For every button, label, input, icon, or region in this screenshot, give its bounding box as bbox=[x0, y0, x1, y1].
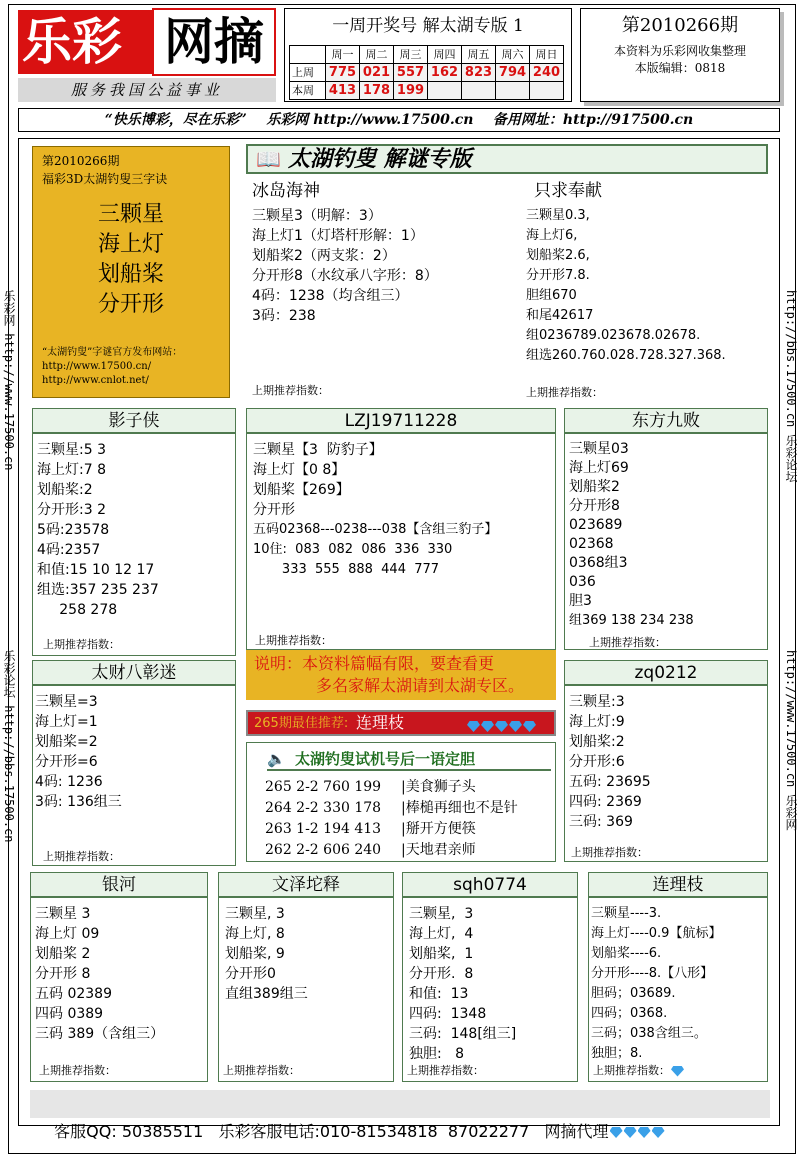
poster-url[interactable]: http://www.17500.cn/ bbox=[42, 361, 152, 372]
line: 四码；0368. bbox=[591, 1006, 668, 1021]
index-label: 上期推荐指数： bbox=[223, 1064, 300, 1077]
poster-url[interactable]: http://www.cnlot.net/ bbox=[42, 375, 149, 386]
gem-icon bbox=[652, 1127, 665, 1138]
side-left-top[interactable]: 乐彩网 http://www.17500.cn bbox=[2, 290, 16, 471]
line: 五码: 23695 bbox=[569, 774, 651, 790]
draw-table bbox=[289, 45, 564, 100]
line: 3码：238 bbox=[252, 308, 316, 324]
line: 划船桨:2 bbox=[37, 482, 93, 498]
box-taicai bbox=[32, 686, 236, 866]
phrase-row bbox=[265, 777, 555, 798]
line: 海上灯69 bbox=[569, 460, 629, 476]
line: 五码02368---0238---038【含组三豹子】 bbox=[253, 522, 498, 537]
draw-value: 794 bbox=[496, 64, 530, 82]
phrase-data: 263 1-2 194 413 bbox=[265, 821, 382, 837]
line: 三颗星, 3 bbox=[225, 906, 285, 922]
line: 三颗星3（明解：3） bbox=[252, 208, 382, 224]
poster-line: 三颗星 bbox=[97, 202, 164, 227]
index-label: 上期推荐指数： bbox=[39, 1064, 116, 1077]
draw-value: 199 bbox=[394, 82, 428, 100]
line: 333 555 888 444 777 bbox=[253, 562, 440, 577]
line: 海上灯 09 bbox=[35, 926, 100, 942]
phrase-box bbox=[246, 742, 556, 862]
poster-site-note: “太湖钓叟”字谜官方发布网站： bbox=[42, 347, 183, 358]
line: 海上灯:9 bbox=[569, 714, 625, 730]
issue-number: 第2010266期 bbox=[621, 15, 739, 36]
index-label: 上期推荐指数： bbox=[526, 386, 603, 399]
line: 划船桨2 bbox=[569, 479, 620, 495]
line: 划船桨:2 bbox=[569, 734, 625, 750]
box-yingzixia bbox=[32, 434, 236, 656]
index-label: 上期推荐指数： bbox=[252, 384, 329, 397]
line: 分开形:3 2 bbox=[37, 502, 106, 518]
draw-value bbox=[496, 82, 530, 100]
gem-icon bbox=[509, 721, 522, 732]
draw-title: 一周开奖号 解太湖专版 1 bbox=[332, 16, 524, 36]
phrase-data: 264 2-2 330 178 bbox=[265, 800, 382, 816]
draw-value: 775 bbox=[326, 64, 360, 82]
phrase-data: 265 2-2 760 199 bbox=[265, 779, 382, 795]
book-icon: 📖 bbox=[256, 147, 281, 171]
row-label: 本周 bbox=[290, 82, 326, 100]
line: 划船桨2（两支浆：2） bbox=[252, 248, 396, 264]
poster-line: 海上灯 bbox=[97, 232, 164, 257]
gem-icon bbox=[610, 1127, 623, 1138]
gem-icon bbox=[481, 721, 494, 732]
line: 分开形8 bbox=[569, 498, 620, 514]
index-label bbox=[593, 1064, 684, 1078]
side-left-bottom[interactable]: 乐彩论坛 http://bbs.17500.cn bbox=[2, 650, 16, 843]
poster-line: 划船桨 bbox=[97, 262, 164, 287]
line: 划船桨=2 bbox=[35, 734, 98, 750]
day-7: 周日 bbox=[530, 46, 564, 64]
best-name: 连理枝 bbox=[356, 713, 405, 732]
line: 海上灯6, bbox=[526, 228, 578, 243]
issue-note: 本资料为乐彩网收集整理 bbox=[613, 44, 746, 58]
line: 三颗星=3 bbox=[35, 694, 98, 710]
line: 和值:15 10 12 17 bbox=[37, 562, 155, 578]
box-title: 影子侠 bbox=[32, 408, 236, 434]
day-2: 周二 bbox=[360, 46, 394, 64]
gem-icon bbox=[671, 1066, 684, 1077]
line: 组选260.760.028.728.327.368. bbox=[526, 348, 726, 363]
box-dongfang bbox=[564, 434, 768, 650]
line: 和尾42617 bbox=[526, 308, 594, 323]
gem-icon bbox=[467, 721, 480, 732]
line: 三颗星【3 防豹子】 bbox=[253, 442, 383, 458]
footer-text: 客服QQ: 50385511 乐彩客服电话:010-81534818 87022277 网摘代理 bbox=[54, 1122, 609, 1141]
draw-corner bbox=[290, 46, 326, 64]
phrase-row bbox=[265, 840, 555, 861]
day-1: 周一 bbox=[326, 46, 360, 64]
expert-name: 只求奉献 bbox=[534, 181, 602, 201]
line: 划船桨 2 bbox=[35, 946, 91, 962]
gem-icon bbox=[638, 1127, 651, 1138]
draw-value bbox=[530, 82, 564, 100]
phrase-title bbox=[267, 747, 551, 771]
draw-box bbox=[284, 8, 572, 102]
line: 分开形 8 bbox=[35, 966, 91, 982]
side-right-bottom[interactable]: http://www.17500.cn 乐彩网 bbox=[784, 650, 798, 831]
phrase-row bbox=[265, 798, 555, 819]
draw-value: 021 bbox=[360, 64, 394, 82]
line: 10住: 083 082 086 336 330 bbox=[253, 542, 453, 557]
side-right-top[interactable]: http://bbs.17500.cn 乐彩论坛 bbox=[784, 290, 798, 483]
line: 胆码；03689. bbox=[591, 986, 676, 1001]
box-title: sqh0774 bbox=[402, 872, 578, 898]
line: 分开形 bbox=[253, 502, 295, 518]
index-label: 上期推荐指数： bbox=[43, 638, 120, 651]
line: 海上灯, 4 bbox=[409, 926, 474, 942]
top-right-block bbox=[526, 178, 776, 400]
index-label: 上期推荐指数： bbox=[571, 846, 648, 859]
phrase-text: |掰开方便筷 bbox=[401, 821, 476, 837]
line: 分开形0 bbox=[225, 966, 276, 982]
line: 三颗星 3 bbox=[35, 906, 91, 922]
line: 分开形:6 bbox=[569, 754, 625, 770]
logo-part1: 乐彩 bbox=[22, 13, 122, 71]
draw-value: 240 bbox=[530, 64, 564, 82]
line: 分开形. 8 bbox=[409, 966, 474, 982]
box-title: 东方九败 bbox=[564, 408, 768, 434]
line: 组369 138 234 238 bbox=[569, 613, 694, 628]
poster-content bbox=[42, 152, 220, 392]
line: 和值: 13 bbox=[409, 986, 469, 1002]
draw-value: 178 bbox=[360, 82, 394, 100]
line: 海上灯----0.9【航标】 bbox=[591, 926, 722, 941]
line: 三颗星03 bbox=[569, 441, 629, 457]
line: 分开形8（水纹承八字形：8） bbox=[252, 268, 438, 284]
box-title: 连理枝 bbox=[588, 872, 768, 898]
line: 胆组670 bbox=[526, 288, 577, 303]
notice bbox=[246, 650, 556, 700]
box-lzj bbox=[246, 434, 556, 650]
line: 独胆；8. bbox=[591, 1046, 643, 1061]
draw-value: 557 bbox=[394, 64, 428, 82]
speaker-icon: 🔈 bbox=[267, 750, 286, 768]
line: 海上灯, 8 bbox=[225, 926, 285, 942]
main-title-text: 太湖钓叟 解谜专版 bbox=[288, 146, 472, 172]
expert-name: 冰岛海神 bbox=[252, 181, 320, 201]
line: 02368 bbox=[569, 536, 614, 552]
line: 三颗星0.3, bbox=[526, 208, 590, 223]
index-label: 上期推荐指数： bbox=[589, 636, 666, 649]
logo-part2: 网摘 bbox=[152, 8, 276, 76]
issue-editor: 本版编辑：0818 bbox=[634, 61, 726, 75]
index-label: 上期推荐指数： bbox=[255, 634, 332, 647]
draw-value bbox=[462, 82, 496, 100]
line: 胆3 bbox=[569, 593, 592, 609]
box-title: 太财八彰迷 bbox=[32, 660, 236, 686]
line: 分开形=6 bbox=[35, 754, 98, 770]
footer bbox=[30, 1090, 770, 1141]
best-recommend-bar bbox=[246, 710, 556, 736]
line: 三码: 369 bbox=[569, 814, 633, 830]
phrase-title-text: 太湖钓叟试机号后一语定胆 bbox=[295, 750, 476, 768]
day-5: 周五 bbox=[462, 46, 496, 64]
index-label: 上期推荐指数： bbox=[407, 1064, 484, 1077]
line: 划船桨, 9 bbox=[225, 946, 285, 962]
line: 三颗星:5 3 bbox=[37, 442, 106, 458]
box-wenze bbox=[218, 898, 394, 1082]
line: 三码: 148[组三] bbox=[409, 1026, 517, 1042]
line: 分开形----8.【八形】 bbox=[591, 966, 714, 981]
box-title: 文泽坨释 bbox=[218, 872, 394, 898]
line: 划船桨【269】 bbox=[253, 482, 350, 498]
box-sqh bbox=[402, 898, 578, 1082]
row-label: 上周 bbox=[290, 64, 326, 82]
line: 直组389组三 bbox=[225, 986, 308, 1002]
notice-line: 多名家解太湖请到太湖专区。 bbox=[316, 676, 525, 695]
box-zq bbox=[564, 686, 768, 862]
box-lianli bbox=[588, 898, 768, 1082]
day-3: 周三 bbox=[394, 46, 428, 64]
issue-box bbox=[580, 8, 780, 102]
line: 3码: 136组三 bbox=[35, 794, 122, 810]
line: 海上灯【0 8】 bbox=[253, 462, 346, 478]
index-label: 上期推荐指数： bbox=[43, 850, 120, 863]
day-4: 周四 bbox=[428, 46, 462, 64]
line: 0368组3 bbox=[569, 555, 628, 571]
line: 海上灯:7 8 bbox=[37, 462, 106, 478]
line: 5码:23578 bbox=[37, 522, 110, 538]
gem-icons bbox=[466, 716, 536, 735]
line: 划船桨2.6, bbox=[526, 248, 590, 263]
line: 划船桨, 1 bbox=[409, 946, 474, 962]
line: 四码 0389 bbox=[35, 1006, 104, 1022]
phrase-list bbox=[265, 777, 555, 861]
day-6: 周六 bbox=[496, 46, 530, 64]
line: 三颗星----3. bbox=[591, 906, 662, 921]
line: 023689 bbox=[569, 517, 623, 533]
phrase-text: |棒槌再细也不是针 bbox=[401, 800, 518, 816]
line: 4码:2357 bbox=[37, 542, 101, 558]
line: 258 278 bbox=[37, 602, 118, 618]
poster-line: 分开形 bbox=[97, 292, 164, 317]
line: 四码: 1348 bbox=[409, 1006, 487, 1022]
line: 四码: 2369 bbox=[569, 794, 642, 810]
phrase-row bbox=[265, 819, 555, 840]
box-title: LZJ19711228 bbox=[246, 408, 556, 434]
draw-value bbox=[428, 82, 462, 100]
line: 三码；038含组三。 bbox=[591, 1026, 707, 1041]
line: 三码 389（含组三） bbox=[35, 1026, 165, 1042]
phrase-text: |美食狮子头 bbox=[401, 779, 476, 795]
line: 组0236789.023678.02678. bbox=[526, 328, 701, 343]
box-yinhe bbox=[30, 898, 208, 1082]
gem-icon bbox=[523, 721, 536, 732]
box-title: 银河 bbox=[30, 872, 208, 898]
draw-value: 823 bbox=[462, 64, 496, 82]
phrase-text: |天地君亲师 bbox=[401, 842, 476, 858]
line: 五码 02389 bbox=[35, 986, 112, 1002]
line: 分开形7.8. bbox=[526, 268, 590, 283]
gem-icon bbox=[495, 721, 508, 732]
slogan-strip[interactable]: “快乐博彩，尽在乐彩” 乐彩网 http://www.17500.cn 备用网址：http://917500.cn bbox=[18, 108, 780, 132]
line: 组选:357 235 237 bbox=[37, 582, 159, 598]
line: 4码：1238（均含组三） bbox=[252, 288, 409, 304]
main-title bbox=[246, 144, 768, 174]
gem-icon bbox=[624, 1127, 637, 1138]
line: 4码: 1236 bbox=[35, 774, 103, 790]
poster-issue: 第2010266期 bbox=[42, 154, 120, 168]
line: 三颗星, 3 bbox=[409, 906, 474, 922]
line: 独胆: 8 bbox=[409, 1046, 464, 1062]
notice-line: 说明：本资料篇幅有限，要查看更 bbox=[254, 654, 495, 673]
line: 划船桨----6. bbox=[591, 946, 662, 961]
line: 海上灯=1 bbox=[35, 714, 98, 730]
draw-value: 413 bbox=[326, 82, 360, 100]
slogan: 服务我国公益事业 bbox=[18, 78, 276, 102]
phrase-data: 262 2-2 606 240 bbox=[265, 842, 382, 858]
top-left-block bbox=[252, 178, 522, 398]
best-label: 265期最佳推荐: bbox=[254, 716, 349, 731]
box-title: zq0212 bbox=[564, 660, 768, 686]
poster-subtitle: 福彩3D太湖钓叟三字诀 bbox=[42, 172, 168, 186]
draw-value: 162 bbox=[428, 64, 462, 82]
index-label-text: 上期推荐指数： bbox=[593, 1064, 670, 1077]
line: 036 bbox=[569, 574, 596, 590]
line: 海上灯1（灯塔杆形解：1） bbox=[252, 228, 424, 244]
line: 三颗星:3 bbox=[569, 694, 625, 710]
